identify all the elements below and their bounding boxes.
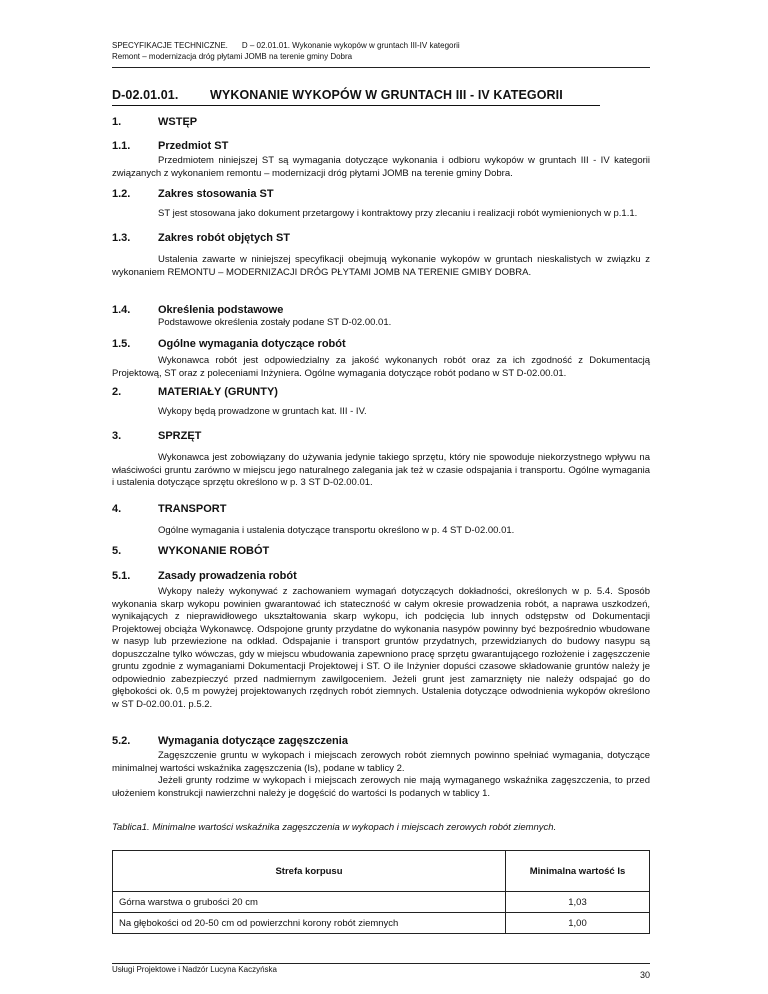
section-text: Podstawowe określenia zostały podane ST D-02.00.01.: [158, 317, 392, 328]
section-text: Wykopy należy wykonywać z zachowaniem wymagań dotyczących dokładności, określonych w p. 5.4. Sposób wykonania skarp wykopu powinien gwarantować ich stateczność w całym okresie prowadzenia robót, a naprawa uszkodzeń, wynikających z nieprawidłowego ukształtowania skarp wykopu, ich podcięcia lub innych odstępstw od Dokumentacji Projektowej obciąża Wykonawcę. Odspojone grunty przydatne do wykonania nasypów powinny być bezpośrednio wbudowane w nasyp lub przewiezione na odkład. Odspajanie i transport gruntów przydatnych, przewidzianych do budowy nasypu są dopuszczalne tylko wówczas, gdy w miejscu wbudowania zapewniono pracę sprzętu gwarantującego rozłożenie i zagęszczenie gruntu zgodnie z wymaganiami Dokumentacji Projektowej i ST. O ile Inżynier dopuści czasowe składowanie gruntów należy je odpowiednio zabezpieczyć przed nadmiernym zawilgoceniem. Jeżeli grunt jest zamarznięty nie należy odspajać go do głębokości ok. 0,5 m powyżej projektowanych rzędnych robót ziemnych. Ustalenia dotyczące odwodnienia wykopów określono w ST D-02.00.01. p.5.2.: [112, 586, 650, 710]
title-underline: [112, 105, 600, 106]
section-title: Zakres stosowania ST: [158, 188, 274, 200]
section-number: 1.: [112, 116, 122, 128]
section-number: 5.2.: [112, 735, 131, 747]
page-number: 30: [639, 970, 650, 980]
section-1-2: [112, 188, 650, 221]
section-text: Wykonawca jest zobowiązany do używania jedynie takiego sprzętu, który nie spowoduje niekorzystnego wpływu na właściwości gruntu zarówno w miejscu jego naturalnego zalegania jak też w czasie odspajania i transportu. Ogólne wymagania i ustalenia dotyczące sprzętu określono w p. 3 ST D-02.00.01.: [112, 452, 650, 488]
footer-rule: [112, 963, 650, 964]
table-cell-value: 1,00: [506, 913, 650, 934]
table-cell-zone: Na głębokości od 20-50 cm od powierzchni korony robót ziemnych: [113, 913, 506, 934]
compaction-table: [112, 850, 650, 934]
section-2: [112, 386, 650, 419]
section-text: Ustalenia zawarte w niniejszej specyfikacji obejmują wykonanie wykopów w gruntach nieskalistych w związku z wykonaniem REMONTU – MODERNIZACJI DRÓG PŁYTAMI JOMB NA TERENIE GMIBY DOBRA.: [112, 254, 650, 278]
table-header-zone: Strefa korpusu: [113, 851, 506, 892]
title-text: WYKONANIE WYKOPÓW W GRUNTACH III - IV KATEGORII: [210, 88, 563, 102]
footer-text: Usługi Projektowe i Nadzór Lucyna Kaczyńska: [112, 965, 277, 974]
section-title: Wymagania dotyczące zagęszczenia: [158, 735, 348, 747]
section-number: 1.5.: [112, 338, 131, 350]
header-rule: [112, 67, 650, 68]
table-cell-zone: Górna warstwa o grubości 20 cm: [113, 892, 506, 913]
section-text: Przedmiotem niniejszej ST są wymagania dotyczące wykonania i odbioru wykopów w gruntach III - IV kategorii związanych z wykonaniem remontu – modernizacji dróg płytami JOMB na terenie gminy Dobra.: [112, 155, 650, 179]
section-number: 5.1.: [112, 570, 131, 582]
section-title: Zakres robót objętych ST: [158, 232, 291, 244]
section-number: 3.: [112, 430, 122, 442]
section-1-3: [112, 232, 650, 279]
section-title: MATERIAŁY (GRUNTY): [158, 386, 278, 398]
section-title: Ogólne wymagania dotyczące robót: [158, 338, 346, 350]
section-text-2: Jeżeli grunty rodzime w wykopach i miejscach zerowych nie mają wymaganego wskaźnika zagęszczenia, to przed ułożeniem konstrukcji nawierzchni należy je dogęścić do wartości Is podanych w tablicy 1.: [112, 775, 650, 799]
section-5-1: [112, 570, 650, 711]
table-header-row: [113, 851, 650, 892]
section-title: Określenia podstawowe: [158, 304, 284, 316]
section-3: [112, 430, 650, 490]
section-title: WSTĘP: [158, 116, 198, 128]
section-title: WYKONANIE ROBÓT: [158, 545, 270, 557]
section-number: 1.3.: [112, 232, 131, 244]
table-caption: Tablica1. Minimalne wartości wskaźnika zagęszczenia w wykopach i miejscach zerowych robót ziemnych.: [112, 822, 557, 833]
header-line2: Remont – modernizacja dróg płytami JOMB na terenie gminy Dobra: [112, 52, 353, 61]
section-number: 1.4.: [112, 304, 131, 316]
section-text: Ogólne wymagania i ustalenia dotyczące transportu określono w p. 4 ST D-02.00.01.: [158, 525, 515, 536]
section-4: [112, 503, 650, 538]
section-text: Wykopy będą prowadzone w gruntach kat. III - IV.: [158, 406, 367, 417]
section-title: Przedmiot ST: [158, 140, 229, 152]
document-title: [112, 88, 563, 102]
section-1-4: [112, 304, 650, 330]
section-text-1: Zagęszczenie gruntu w wykopach i miejscach zerowych robót ziemnych powinno spełniać wymagania, dotyczące minimalnej wartości wskaźnika zagęszczenia (Is), podane w tablicy 2.: [112, 750, 650, 774]
table-row: [113, 892, 650, 913]
section-1-1: [112, 140, 650, 180]
page-header: [112, 40, 460, 62]
section-number: 1.2.: [112, 188, 131, 200]
table-header-min-is: Minimalna wartość Is: [506, 851, 650, 892]
section-text: Wykonawca robót jest odpowiedzialny za jakość wykonanych robót oraz za ich zgodność z Dokumentacją Projektową, ST oraz z poleceniami Inżyniera. Ogólne wymagania dotyczące robót podano w ST D-02.00.01.: [112, 355, 650, 379]
section-title: SPRZĘT: [158, 430, 202, 442]
section-title: TRANSPORT: [158, 503, 227, 515]
section-number: 4.: [112, 503, 122, 515]
table-cell-value: 1,03: [506, 892, 650, 913]
table-row: [113, 913, 650, 934]
header-right: D – 02.01.01. Wykonanie wykopów w gruntach III-IV kategorii: [241, 41, 460, 50]
section-number: 1.1.: [112, 140, 131, 152]
section-1-5: [112, 338, 650, 380]
section-title: Zasady prowadzenia robót: [158, 570, 297, 582]
section-number: 2.: [112, 386, 122, 398]
section-number: 5.: [112, 545, 122, 557]
section-text: ST jest stosowana jako dokument przetargowy i kontraktowy przy zlecaniu i realizacji robót wymienionych w p.1.1.: [158, 208, 638, 219]
header-left: SPECYFIKACJE TECHNICZNE.: [112, 41, 228, 50]
section-5-2: [112, 735, 650, 800]
section-1: [112, 116, 650, 128]
title-code: D-02.01.01.: [112, 88, 179, 102]
section-5: [112, 545, 650, 557]
compaction-table-wrap: [112, 850, 650, 934]
